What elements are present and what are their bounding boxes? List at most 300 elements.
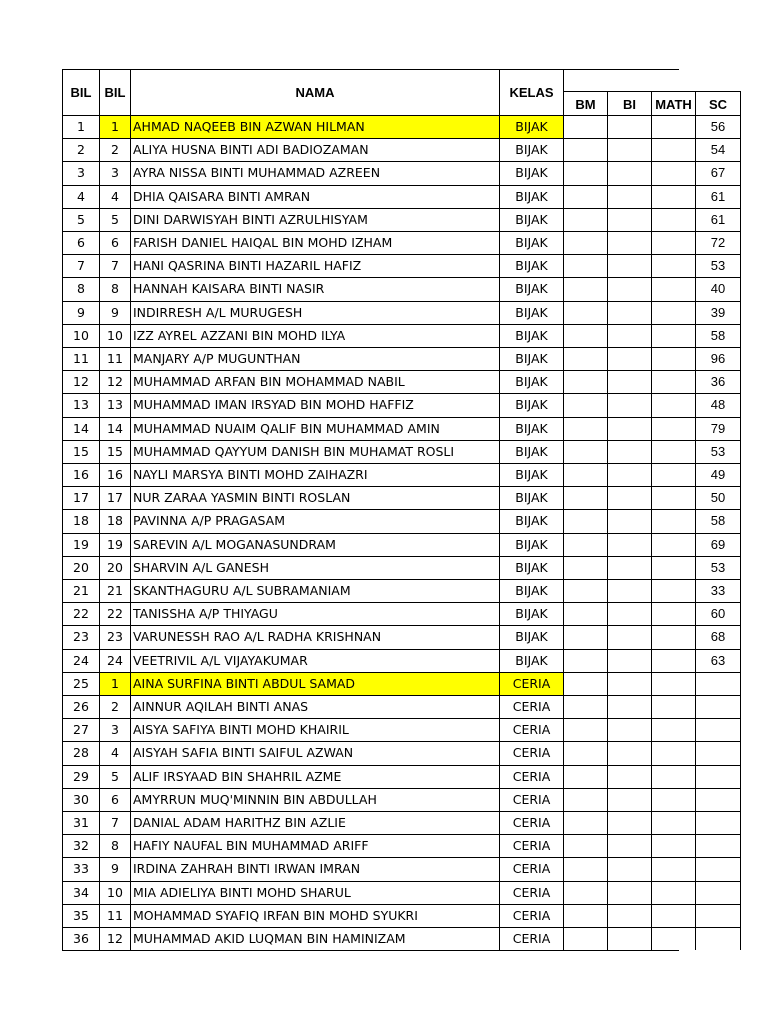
student-name-cell[interactable]: VARUNESSH RAO A/L RADHA KRISHNAN — [130, 625, 499, 648]
bi-score-cell[interactable] — [607, 904, 651, 927]
math-score-cell[interactable] — [651, 904, 695, 927]
row-number-cell[interactable]: 34 — [62, 881, 99, 904]
student-name-cell[interactable]: AMYRRUN MUQ'MINNIN BIN ABDULLAH — [130, 788, 499, 811]
class-index-cell[interactable]: 8 — [99, 277, 130, 300]
row-number-cell[interactable]: 28 — [62, 741, 99, 764]
student-name-cell[interactable]: MUHAMMAD IMAN IRSYAD BIN MOHD HAFFIZ — [130, 393, 499, 416]
bi-score-cell[interactable] — [607, 347, 651, 370]
bi-score-cell[interactable] — [607, 324, 651, 347]
bi-score-cell[interactable] — [607, 138, 651, 161]
bm-score-cell[interactable] — [563, 393, 607, 416]
bm-score-cell[interactable] — [563, 556, 607, 579]
class-index-cell[interactable]: 13 — [99, 393, 130, 416]
student-name-cell[interactable]: HANI QASRINA BINTI HAZARIL HAFIZ — [130, 254, 499, 277]
student-name-cell[interactable]: PAVINNA A/P PRAGASAM — [130, 509, 499, 532]
student-name-cell[interactable]: AHMAD NAQEEB BIN AZWAN HILMAN — [130, 115, 499, 138]
sc-score-cell[interactable]: 48 — [695, 393, 741, 416]
row-number-cell[interactable]: 25 — [62, 672, 99, 695]
bm-score-cell[interactable] — [563, 904, 607, 927]
row-number-cell[interactable]: 13 — [62, 393, 99, 416]
math-score-cell[interactable] — [651, 927, 695, 950]
class-index-cell[interactable]: 15 — [99, 440, 130, 463]
row-number-cell[interactable]: 35 — [62, 904, 99, 927]
row-number-cell[interactable]: 29 — [62, 765, 99, 788]
class-name-cell[interactable]: CERIA — [499, 672, 563, 695]
student-name-cell[interactable]: IRDINA ZAHRAH BINTI IRWAN IMRAN — [130, 857, 499, 880]
student-name-cell[interactable]: MUHAMMAD AKID LUQMAN BIN HAMINIZAM — [130, 927, 499, 950]
class-index-cell[interactable]: 7 — [99, 254, 130, 277]
sc-score-cell[interactable]: 96 — [695, 347, 741, 370]
sc-score-cell[interactable]: 53 — [695, 254, 741, 277]
class-index-cell[interactable]: 3 — [99, 161, 130, 184]
bm-score-cell[interactable] — [563, 927, 607, 950]
sc-score-cell[interactable]: 56 — [695, 115, 741, 138]
class-name-cell[interactable]: BIJAK — [499, 231, 563, 254]
student-name-cell[interactable]: MUHAMMAD NUAIM QALIF BIN MUHAMMAD AMIN — [130, 417, 499, 440]
class-name-cell[interactable]: BIJAK — [499, 254, 563, 277]
math-score-cell[interactable] — [651, 695, 695, 718]
math-score-cell[interactable] — [651, 370, 695, 393]
class-name-cell[interactable]: CERIA — [499, 881, 563, 904]
header-math[interactable]: MATH — [651, 91, 695, 115]
sc-score-cell[interactable] — [695, 765, 741, 788]
header-bil-2[interactable]: BIL — [99, 69, 130, 115]
student-name-cell[interactable]: ALIF IRSYAAD BIN SHAHRIL AZME — [130, 765, 499, 788]
header-kelas[interactable]: KELAS — [499, 69, 563, 115]
student-name-cell[interactable]: DANIAL ADAM HARITHZ BIN AZLIE — [130, 811, 499, 834]
bm-score-cell[interactable] — [563, 185, 607, 208]
bm-score-cell[interactable] — [563, 649, 607, 672]
row-number-cell[interactable]: 14 — [62, 417, 99, 440]
bm-score-cell[interactable] — [563, 440, 607, 463]
class-index-cell[interactable]: 7 — [99, 811, 130, 834]
class-index-cell[interactable]: 1 — [99, 115, 130, 138]
math-score-cell[interactable] — [651, 347, 695, 370]
bi-score-cell[interactable] — [607, 602, 651, 625]
sc-score-cell[interactable]: 49 — [695, 463, 741, 486]
bi-score-cell[interactable] — [607, 370, 651, 393]
student-name-cell[interactable]: SKANTHAGURU A/L SUBRAMANIAM — [130, 579, 499, 602]
sc-score-cell[interactable] — [695, 927, 741, 950]
row-number-cell[interactable]: 11 — [62, 347, 99, 370]
bi-score-cell[interactable] — [607, 115, 651, 138]
row-number-cell[interactable]: 16 — [62, 463, 99, 486]
class-name-cell[interactable]: BIJAK — [499, 440, 563, 463]
math-score-cell[interactable] — [651, 533, 695, 556]
student-name-cell[interactable]: TANISSHA A/P THIYAGU — [130, 602, 499, 625]
row-number-cell[interactable]: 23 — [62, 625, 99, 648]
bi-score-cell[interactable] — [607, 695, 651, 718]
student-name-cell[interactable]: AINA SURFINA BINTI ABDUL SAMAD — [130, 672, 499, 695]
class-name-cell[interactable]: BIJAK — [499, 417, 563, 440]
bi-score-cell[interactable] — [607, 579, 651, 602]
row-number-cell[interactable]: 4 — [62, 185, 99, 208]
bi-score-cell[interactable] — [607, 857, 651, 880]
class-name-cell[interactable]: CERIA — [499, 718, 563, 741]
sc-score-cell[interactable] — [695, 741, 741, 764]
class-index-cell[interactable]: 21 — [99, 579, 130, 602]
sc-score-cell[interactable]: 58 — [695, 324, 741, 347]
bi-score-cell[interactable] — [607, 301, 651, 324]
class-index-cell[interactable]: 6 — [99, 231, 130, 254]
bi-score-cell[interactable] — [607, 788, 651, 811]
student-name-cell[interactable]: AISYAH SAFIA BINTI SAIFUL AZWAN — [130, 741, 499, 764]
class-index-cell[interactable]: 17 — [99, 486, 130, 509]
sc-score-cell[interactable] — [695, 834, 741, 857]
class-name-cell[interactable]: BIJAK — [499, 370, 563, 393]
class-index-cell[interactable]: 16 — [99, 463, 130, 486]
sc-score-cell[interactable]: 61 — [695, 185, 741, 208]
class-index-cell[interactable]: 10 — [99, 881, 130, 904]
sc-score-cell[interactable]: 53 — [695, 440, 741, 463]
math-score-cell[interactable] — [651, 417, 695, 440]
bi-score-cell[interactable] — [607, 463, 651, 486]
class-name-cell[interactable]: BIJAK — [499, 579, 563, 602]
bi-score-cell[interactable] — [607, 927, 651, 950]
bi-score-cell[interactable] — [607, 486, 651, 509]
student-name-cell[interactable]: IZZ AYREL AZZANI BIN MOHD ILYA — [130, 324, 499, 347]
sc-score-cell[interactable]: 36 — [695, 370, 741, 393]
student-name-cell[interactable]: VEETRIVIL A/L VIJAYAKUMAR — [130, 649, 499, 672]
row-number-cell[interactable]: 15 — [62, 440, 99, 463]
class-index-cell[interactable]: 20 — [99, 556, 130, 579]
bi-score-cell[interactable] — [607, 393, 651, 416]
class-index-cell[interactable]: 11 — [99, 904, 130, 927]
bi-score-cell[interactable] — [607, 741, 651, 764]
class-name-cell[interactable]: BIJAK — [499, 115, 563, 138]
bm-score-cell[interactable] — [563, 741, 607, 764]
student-name-cell[interactable]: HANNAH KAISARA BINTI NASIR — [130, 277, 499, 300]
sc-score-cell[interactable] — [695, 904, 741, 927]
student-name-cell[interactable]: MOHAMMAD SYAFIQ IRFAN BIN MOHD SYUKRI — [130, 904, 499, 927]
class-name-cell[interactable]: CERIA — [499, 904, 563, 927]
class-name-cell[interactable]: CERIA — [499, 765, 563, 788]
bm-score-cell[interactable] — [563, 788, 607, 811]
row-number-cell[interactable]: 31 — [62, 811, 99, 834]
bi-score-cell[interactable] — [607, 881, 651, 904]
row-number-cell[interactable]: 8 — [62, 277, 99, 300]
math-score-cell[interactable] — [651, 602, 695, 625]
student-name-cell[interactable]: MUHAMMAD QAYYUM DANISH BIN MUHAMAT ROSLI — [130, 440, 499, 463]
bi-score-cell[interactable] — [607, 765, 651, 788]
bm-score-cell[interactable] — [563, 347, 607, 370]
math-score-cell[interactable] — [651, 486, 695, 509]
bi-score-cell[interactable] — [607, 417, 651, 440]
class-name-cell[interactable]: BIJAK — [499, 347, 563, 370]
sc-score-cell[interactable]: 72 — [695, 231, 741, 254]
sc-score-cell[interactable]: 63 — [695, 649, 741, 672]
bi-score-cell[interactable] — [607, 277, 651, 300]
student-name-cell[interactable]: AISYA SAFIYA BINTI MOHD KHAIRIL — [130, 718, 499, 741]
math-score-cell[interactable] — [651, 649, 695, 672]
student-name-cell[interactable]: INDIRRESH A/L MURUGESH — [130, 301, 499, 324]
class-name-cell[interactable]: BIJAK — [499, 602, 563, 625]
header-bm[interactable]: BM — [563, 91, 607, 115]
bi-score-cell[interactable] — [607, 718, 651, 741]
bi-score-cell[interactable] — [607, 811, 651, 834]
math-score-cell[interactable] — [651, 741, 695, 764]
class-index-cell[interactable]: 1 — [99, 672, 130, 695]
bm-score-cell[interactable] — [563, 834, 607, 857]
student-name-cell[interactable]: NAYLI MARSYA BINTI MOHD ZAIHAZRI — [130, 463, 499, 486]
math-score-cell[interactable] — [651, 579, 695, 602]
math-score-cell[interactable] — [651, 185, 695, 208]
math-score-cell[interactable] — [651, 115, 695, 138]
student-name-cell[interactable]: FARISH DANIEL HAIQAL BIN MOHD IZHAM — [130, 231, 499, 254]
sc-score-cell[interactable]: 33 — [695, 579, 741, 602]
row-number-cell[interactable]: 30 — [62, 788, 99, 811]
row-number-cell[interactable]: 18 — [62, 509, 99, 532]
class-index-cell[interactable]: 9 — [99, 301, 130, 324]
bm-score-cell[interactable] — [563, 301, 607, 324]
class-name-cell[interactable]: CERIA — [499, 857, 563, 880]
table-row — [62, 741, 741, 764]
bm-score-cell[interactable] — [563, 115, 607, 138]
bm-score-cell[interactable] — [563, 811, 607, 834]
class-name-cell[interactable]: BIJAK — [499, 556, 563, 579]
sc-score-cell[interactable]: 54 — [695, 138, 741, 161]
sc-score-cell[interactable]: 61 — [695, 208, 741, 231]
header-sc[interactable]: SC — [695, 91, 741, 115]
student-name-cell[interactable]: MANJARY A/P MUGUNTHAN — [130, 347, 499, 370]
row-number-cell[interactable]: 19 — [62, 533, 99, 556]
class-name-cell[interactable]: BIJAK — [499, 324, 563, 347]
bi-score-cell[interactable] — [607, 556, 651, 579]
student-name-cell[interactable]: NUR ZARAA YASMIN BINTI ROSLAN — [130, 486, 499, 509]
class-index-cell[interactable]: 10 — [99, 324, 130, 347]
bm-score-cell[interactable] — [563, 486, 607, 509]
row-number-cell[interactable]: 1 — [62, 115, 99, 138]
math-score-cell[interactable] — [651, 857, 695, 880]
math-score-cell[interactable] — [651, 811, 695, 834]
math-score-cell[interactable] — [651, 881, 695, 904]
math-score-cell[interactable] — [651, 765, 695, 788]
class-name-cell[interactable]: CERIA — [499, 741, 563, 764]
class-index-cell[interactable]: 23 — [99, 625, 130, 648]
header-bi[interactable]: BI — [607, 91, 651, 115]
class-index-cell[interactable]: 24 — [99, 649, 130, 672]
student-name-cell[interactable]: SAREVIN A/L MOGANASUNDRAM — [130, 533, 499, 556]
math-score-cell[interactable] — [651, 672, 695, 695]
sc-score-cell[interactable]: 53 — [695, 556, 741, 579]
math-score-cell[interactable] — [651, 440, 695, 463]
header-nama[interactable]: NAMA — [130, 69, 499, 115]
math-score-cell[interactable] — [651, 277, 695, 300]
math-score-cell[interactable] — [651, 509, 695, 532]
student-name-cell[interactable]: ALIYA HUSNA BINTI ADI BADIOZAMAN — [130, 138, 499, 161]
class-index-cell[interactable]: 12 — [99, 927, 130, 950]
bi-score-cell[interactable] — [607, 834, 651, 857]
class-name-cell[interactable]: CERIA — [499, 834, 563, 857]
row-number-cell[interactable]: 20 — [62, 556, 99, 579]
bi-score-cell[interactable] — [607, 208, 651, 231]
math-score-cell[interactable] — [651, 393, 695, 416]
row-number-cell[interactable]: 3 — [62, 161, 99, 184]
math-score-cell[interactable] — [651, 208, 695, 231]
math-score-cell[interactable] — [651, 788, 695, 811]
bm-score-cell[interactable] — [563, 370, 607, 393]
bm-score-cell[interactable] — [563, 695, 607, 718]
sc-score-cell[interactable] — [695, 788, 741, 811]
bi-score-cell[interactable] — [607, 231, 651, 254]
bi-score-cell[interactable] — [607, 509, 651, 532]
class-index-cell[interactable]: 5 — [99, 208, 130, 231]
bm-score-cell[interactable] — [563, 533, 607, 556]
class-index-cell[interactable]: 12 — [99, 370, 130, 393]
class-name-cell[interactable]: BIJAK — [499, 625, 563, 648]
bm-score-cell[interactable] — [563, 602, 607, 625]
sc-score-cell[interactable]: 79 — [695, 417, 741, 440]
sc-score-cell[interactable] — [695, 695, 741, 718]
row-number-cell[interactable]: 26 — [62, 695, 99, 718]
class-index-cell[interactable]: 19 — [99, 533, 130, 556]
bi-score-cell[interactable] — [607, 440, 651, 463]
class-name-cell[interactable]: CERIA — [499, 927, 563, 950]
sc-score-cell[interactable]: 68 — [695, 625, 741, 648]
math-score-cell[interactable] — [651, 301, 695, 324]
bi-score-cell[interactable] — [607, 254, 651, 277]
bi-score-cell[interactable] — [607, 625, 651, 648]
sc-score-cell[interactable]: 69 — [695, 533, 741, 556]
bm-score-cell[interactable] — [563, 324, 607, 347]
class-index-cell[interactable]: 18 — [99, 509, 130, 532]
student-name-cell[interactable]: MUHAMMAD ARFAN BIN MOHAMMAD NABIL — [130, 370, 499, 393]
class-index-cell[interactable]: 4 — [99, 185, 130, 208]
row-number-cell[interactable]: 24 — [62, 649, 99, 672]
class-index-cell[interactable]: 2 — [99, 695, 130, 718]
class-index-cell[interactable]: 8 — [99, 834, 130, 857]
math-score-cell[interactable] — [651, 556, 695, 579]
student-name-cell[interactable]: DINI DARWISYAH BINTI AZRULHISYAM — [130, 208, 499, 231]
row-number-cell[interactable]: 36 — [62, 927, 99, 950]
bi-score-cell[interactable] — [607, 161, 651, 184]
class-index-cell[interactable]: 5 — [99, 765, 130, 788]
row-number-cell[interactable]: 2 — [62, 138, 99, 161]
class-index-cell[interactable]: 14 — [99, 417, 130, 440]
bi-score-cell[interactable] — [607, 672, 651, 695]
student-name-cell[interactable]: MIA ADIELIYA BINTI MOHD SHARUL — [130, 881, 499, 904]
row-number-cell[interactable]: 10 — [62, 324, 99, 347]
bm-score-cell[interactable] — [563, 857, 607, 880]
class-name-cell[interactable]: BIJAK — [499, 649, 563, 672]
sc-score-cell[interactable] — [695, 881, 741, 904]
class-index-cell[interactable]: 6 — [99, 788, 130, 811]
math-score-cell[interactable] — [651, 231, 695, 254]
bm-score-cell[interactable] — [563, 161, 607, 184]
class-index-cell[interactable]: 2 — [99, 138, 130, 161]
class-name-cell[interactable]: BIJAK — [499, 463, 563, 486]
class-name-cell[interactable]: BIJAK — [499, 393, 563, 416]
sc-score-cell[interactable]: 40 — [695, 277, 741, 300]
sc-score-cell[interactable] — [695, 672, 741, 695]
class-name-cell[interactable]: BIJAK — [499, 486, 563, 509]
table-row — [62, 904, 741, 927]
bm-score-cell[interactable] — [563, 208, 607, 231]
sc-score-cell[interactable] — [695, 718, 741, 741]
sc-score-cell[interactable]: 50 — [695, 486, 741, 509]
class-index-cell[interactable]: 9 — [99, 857, 130, 880]
table-row — [62, 370, 741, 393]
bm-score-cell[interactable] — [563, 231, 607, 254]
math-score-cell[interactable] — [651, 718, 695, 741]
sc-score-cell[interactable] — [695, 857, 741, 880]
sc-score-cell[interactable] — [695, 811, 741, 834]
bm-score-cell[interactable] — [563, 138, 607, 161]
row-number-cell[interactable]: 6 — [62, 231, 99, 254]
bm-score-cell[interactable] — [563, 463, 607, 486]
bi-score-cell[interactable] — [607, 533, 651, 556]
row-number-cell[interactable]: 33 — [62, 857, 99, 880]
row-number-cell[interactable]: 27 — [62, 718, 99, 741]
bm-score-cell[interactable] — [563, 417, 607, 440]
class-index-cell[interactable]: 22 — [99, 602, 130, 625]
row-number-cell[interactable]: 9 — [62, 301, 99, 324]
sc-score-cell[interactable]: 67 — [695, 161, 741, 184]
class-index-cell[interactable]: 4 — [99, 741, 130, 764]
bi-score-cell[interactable] — [607, 185, 651, 208]
header-bil-1[interactable]: BIL — [62, 69, 99, 115]
bm-score-cell[interactable] — [563, 254, 607, 277]
class-name-cell[interactable]: BIJAK — [499, 161, 563, 184]
student-name-cell[interactable]: AYRA NISSA BINTI MUHAMMAD AZREEN — [130, 161, 499, 184]
row-number-cell[interactable]: 17 — [62, 486, 99, 509]
row-number-cell[interactable]: 12 — [62, 370, 99, 393]
bm-score-cell[interactable] — [563, 765, 607, 788]
bm-score-cell[interactable] — [563, 509, 607, 532]
bm-score-cell[interactable] — [563, 277, 607, 300]
sc-score-cell[interactable]: 60 — [695, 602, 741, 625]
class-name-cell[interactable]: BIJAK — [499, 208, 563, 231]
class-name-cell[interactable]: CERIA — [499, 788, 563, 811]
bm-score-cell[interactable] — [563, 718, 607, 741]
bi-score-cell[interactable] — [607, 649, 651, 672]
class-name-cell[interactable]: CERIA — [499, 695, 563, 718]
math-score-cell[interactable] — [651, 625, 695, 648]
class-name-cell[interactable]: BIJAK — [499, 533, 563, 556]
row-number-cell[interactable]: 5 — [62, 208, 99, 231]
bm-score-cell[interactable] — [563, 881, 607, 904]
bm-score-cell[interactable] — [563, 672, 607, 695]
sc-score-cell[interactable]: 39 — [695, 301, 741, 324]
math-score-cell[interactable] — [651, 161, 695, 184]
math-score-cell[interactable] — [651, 834, 695, 857]
class-index-cell[interactable]: 3 — [99, 718, 130, 741]
math-score-cell[interactable] — [651, 463, 695, 486]
row-number-cell[interactable]: 22 — [62, 602, 99, 625]
class-name-cell[interactable]: BIJAK — [499, 301, 563, 324]
sc-score-cell[interactable]: 58 — [695, 509, 741, 532]
bm-score-cell[interactable] — [563, 625, 607, 648]
student-name-cell[interactable]: DHIA QAISARA BINTI AMRAN — [130, 185, 499, 208]
class-index-cell[interactable]: 11 — [99, 347, 130, 370]
row-number-cell[interactable]: 7 — [62, 254, 99, 277]
row-number-cell[interactable]: 21 — [62, 579, 99, 602]
row-number-cell[interactable]: 32 — [62, 834, 99, 857]
student-name-cell[interactable]: SHARVIN A/L GANESH — [130, 556, 499, 579]
student-name-cell[interactable]: AINNUR AQILAH BINTI ANAS — [130, 695, 499, 718]
class-name-cell[interactable]: BIJAK — [499, 185, 563, 208]
class-name-cell[interactable]: BIJAK — [499, 509, 563, 532]
student-name-cell[interactable]: HAFIY NAUFAL BIN MUHAMMAD ARIFF — [130, 834, 499, 857]
header-subject-group[interactable] — [563, 69, 679, 91]
math-score-cell[interactable] — [651, 138, 695, 161]
class-name-cell[interactable]: BIJAK — [499, 277, 563, 300]
class-name-cell[interactable]: CERIA — [499, 811, 563, 834]
bm-score-cell[interactable] — [563, 579, 607, 602]
class-name-cell[interactable]: BIJAK — [499, 138, 563, 161]
math-score-cell[interactable] — [651, 324, 695, 347]
math-score-cell[interactable] — [651, 254, 695, 277]
